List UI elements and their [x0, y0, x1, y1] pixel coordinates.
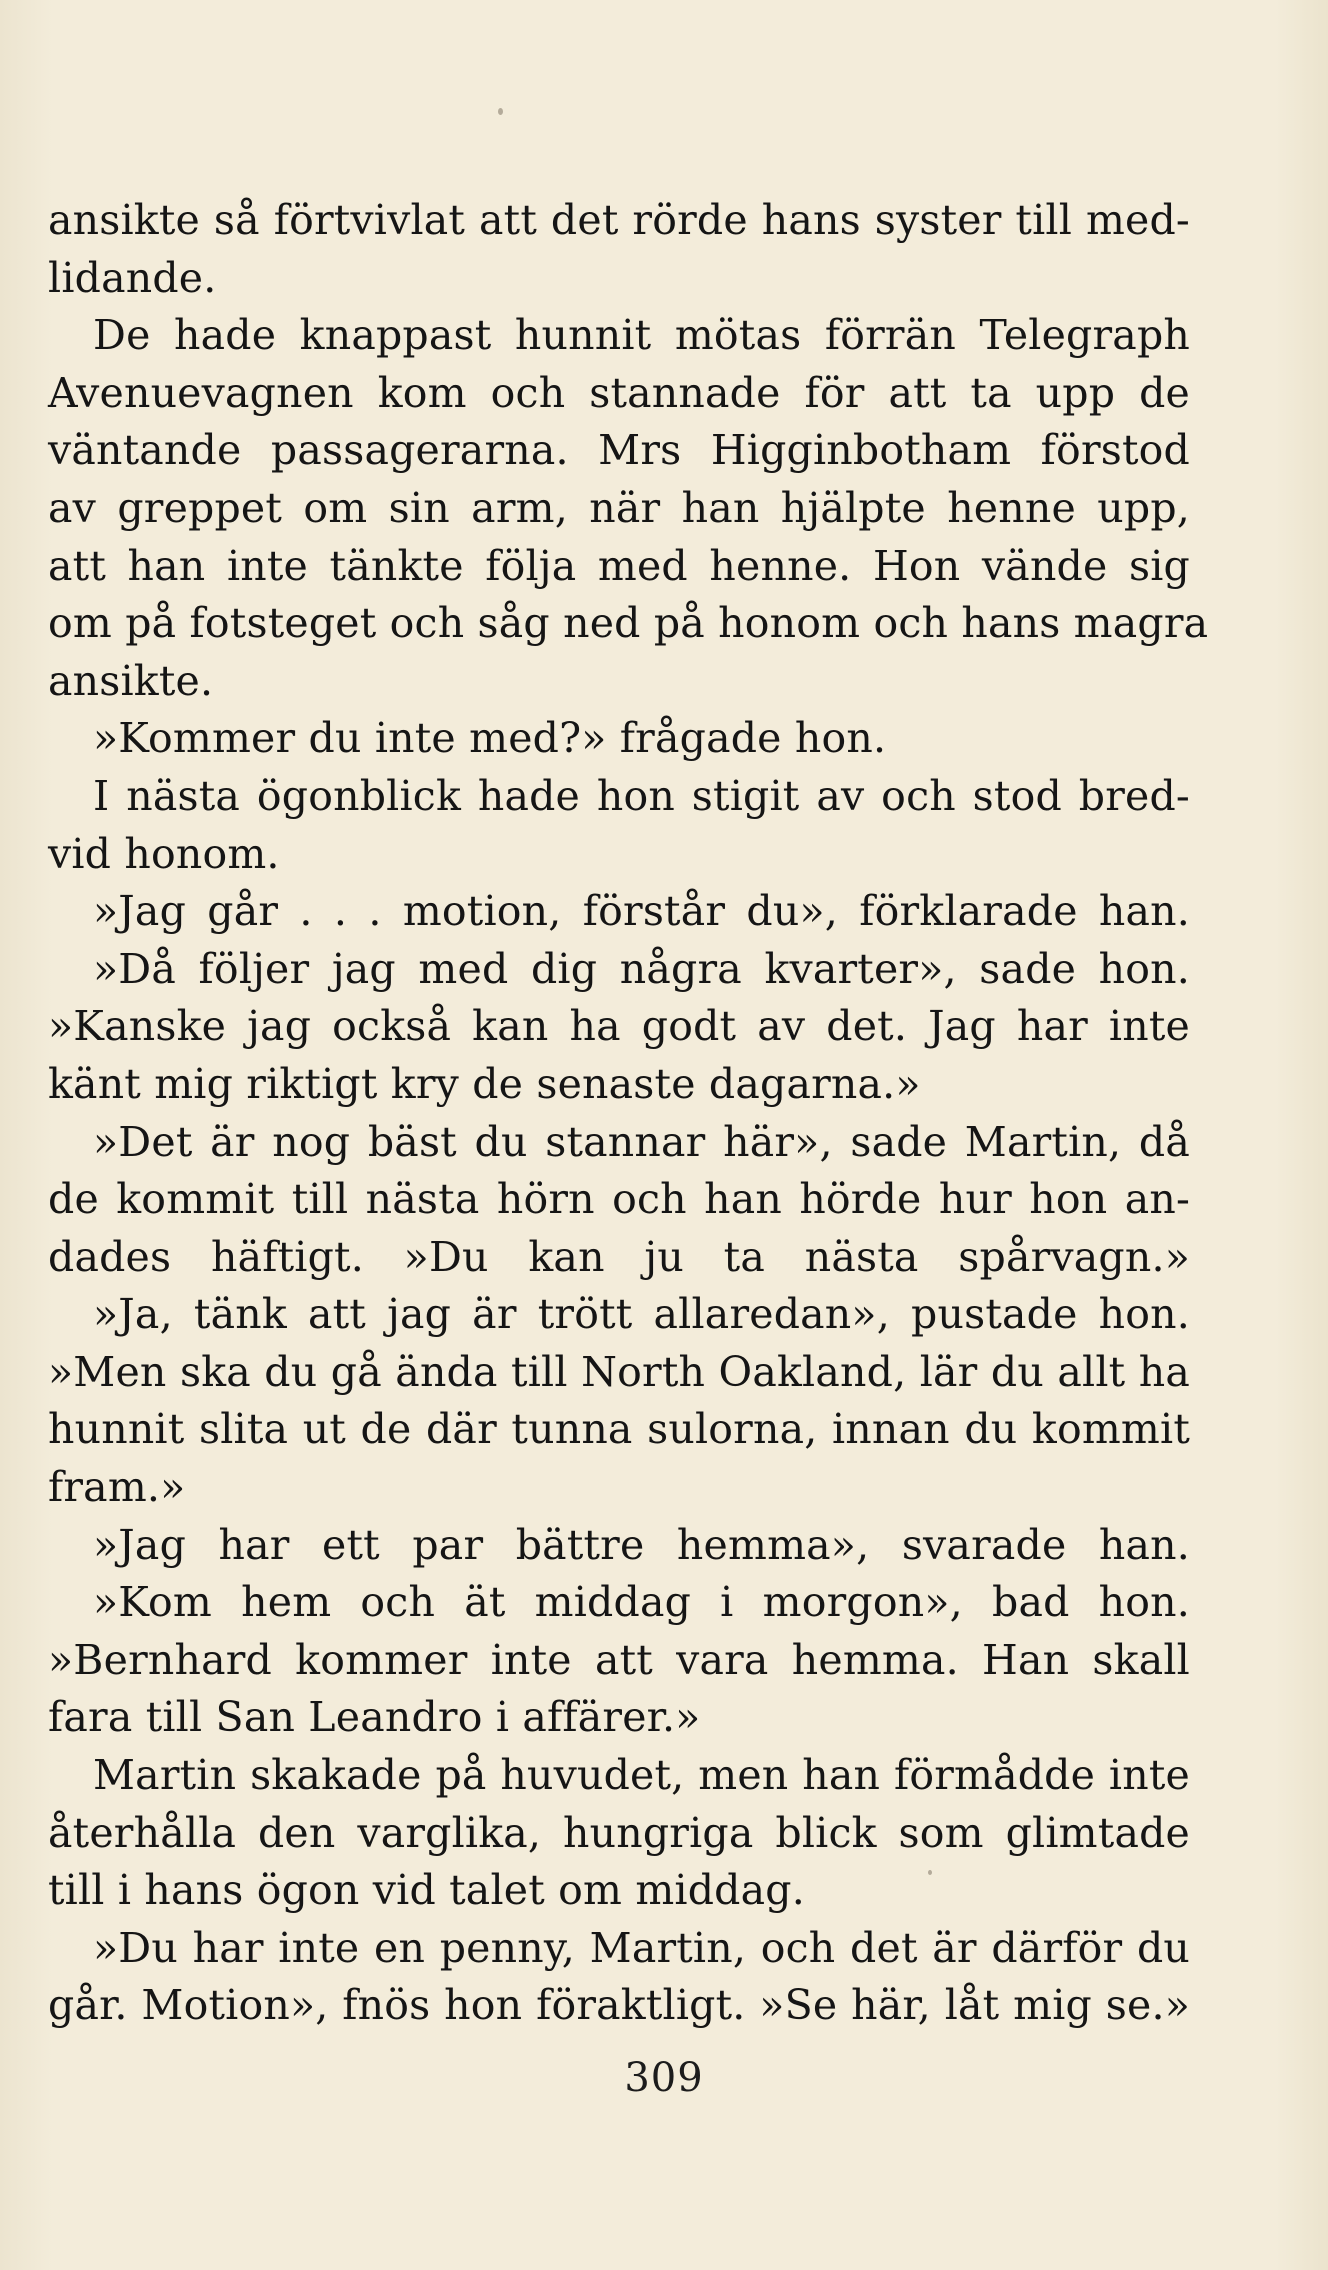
text-line: »Jag har ett par bättre hemma», svarade han. [93, 1520, 1190, 1569]
text-line: »Men ska du gå ända till North Oakland, lär du allt ha [48, 1347, 1190, 1396]
text-line: »Kanske jag också kan ha godt av det. Jag har inte [48, 1002, 1190, 1051]
text-line: om på fotsteget och såg ned på honom och hans magra [48, 599, 1209, 648]
text-line: ansikte. [48, 656, 214, 705]
text-line: dades häftigt. »Du kan ju ta nästa spårvagn.» [48, 1232, 1190, 1281]
text-line: »Ja, tänk att jag är trött allaredan», pustade hon. [93, 1290, 1190, 1339]
text-line: fram.» [48, 1463, 186, 1512]
text-line: Martin skakade på huvudet, men han förmådde inte [93, 1751, 1190, 1800]
paper-speck [498, 108, 503, 115]
text-line: vid honom. [48, 829, 280, 878]
text-line: de kommit till nästa hörn och han hörde hur hon an- [48, 1175, 1190, 1224]
text-line: att han inte tänkte följa med henne. Hon vände sig [48, 541, 1190, 590]
text-line: väntande passagerarna. Mrs Higginbotham förstod [48, 426, 1190, 475]
text-line: »Du har inte en penny, Martin, och det är därför du [93, 1923, 1190, 1972]
text-line: »Kom hem och ät middag i morgon», bad hon. [93, 1578, 1190, 1627]
text-line: »Det är nog bäst du stannar här», sade Martin, då [93, 1117, 1190, 1166]
text-line: De hade knappast hunnit mötas förrän Telegraph [93, 311, 1190, 360]
text-line: känt mig riktigt kry de senaste dagarna.» [48, 1059, 921, 1108]
text-line: går. Motion», fnös hon föraktligt. »Se här, låt mig se.» [48, 1981, 1190, 2030]
text-line: »Bernhard kommer inte att vara hemma. Han skall [48, 1635, 1190, 1684]
page-number: 309 [624, 2055, 704, 2101]
text-line: I nästa ögonblick hade hon stigit av och stod bred- [93, 771, 1190, 820]
text-line: återhålla den varglika, hungriga blick som glimtade [48, 1808, 1190, 1857]
text-line: hunnit slita ut de där tunna sulorna, innan du kommit [48, 1405, 1190, 1454]
text-line: lidande. [48, 253, 217, 302]
text-line: »Då följer jag med dig några kvarter», sade hon. [93, 944, 1190, 993]
text-line: av greppet om sin arm, när han hjälpte henne upp, [48, 483, 1190, 532]
text-line: fara till San Leandro i affärer.» [48, 1693, 701, 1742]
text-line: »Jag går . . . motion, förstår du», förklarade han. [93, 887, 1190, 936]
text-line: »Kommer du inte med?» frågade hon. [93, 714, 887, 763]
text-line: till i hans ögon vid talet om middag. [48, 1866, 805, 1915]
text-line: Avenuevagnen kom och stannade för att ta upp de [48, 368, 1190, 417]
page-body-text [48, 192, 1209, 2035]
text-line: ansikte så förtvivlat att det rörde hans syster till med- [48, 196, 1190, 244]
